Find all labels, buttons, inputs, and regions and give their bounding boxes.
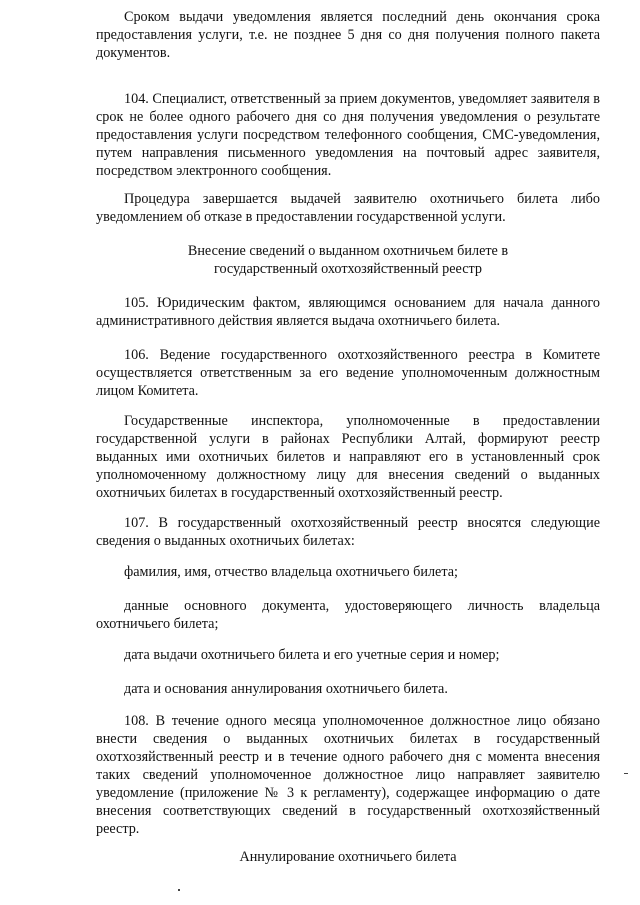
paragraph-text: дата и основания аннулирования охотничьего билета.	[124, 681, 448, 697]
paragraph-text: дата выдачи охотничьего билета и его учетные серия и номер;	[124, 647, 500, 663]
list-item	[96, 646, 600, 664]
paragraph-108	[96, 712, 600, 838]
paragraph	[96, 412, 600, 502]
paragraph-text: 104. Специалист, ответственный за прием документов, уведомляет заявителя в срок не более одного рабочего дня со дня получения уведомления о результате предоставления услуги посредством телефонного сообщения, СМС-уведомления, путем направления письменного уведомления на почтовый адрес заявителя, посредством электронного сообщения.	[96, 91, 600, 179]
paragraph-104	[96, 90, 600, 180]
paragraph-text: 107. В государственный охотхозяйственный реестр вносятся следующие сведения о выданных охотничьих билетах:	[96, 515, 600, 549]
paragraph-105	[96, 294, 600, 330]
list-item	[96, 597, 600, 633]
paragraph-text: Государственные инспектора, уполномоченные в предоставлении государственной услуги в районах Республики Алтай, формируют реестр выданных ими охотничьих билетов и направляют его в установленный срок уполномоченному должностному лицу для внесения сведений о выданных охотничьих билетах в государственный охотхозяйственный реестр.	[96, 413, 600, 501]
scan-speck	[178, 889, 180, 891]
paragraph-107	[96, 514, 600, 550]
scan-speck	[624, 773, 628, 774]
paragraph-text: данные основного документа, удостоверяющего личность владельца охотничьего билета;	[96, 598, 600, 632]
paragraph	[96, 8, 600, 62]
paragraph-text: 106. Ведение государственного охотхозяйственного реестра в Комитете осуществляется ответственным за его ведение уполномоченным должностным лицом Комитета.	[96, 347, 600, 399]
list-item	[96, 680, 600, 698]
section-heading-line: государственный охотхозяйственный реестр	[214, 261, 482, 277]
paragraph-text: Процедура завершается выдачей заявителю охотничьего билета либо уведомлением об отказе в предоставлении государственной услуги.	[96, 191, 600, 225]
paragraph-text: 105. Юридическим фактом, являющимся основанием для начала данного административного действия является выдача охотничьего билета.	[96, 295, 600, 329]
section-heading	[96, 242, 600, 278]
section-heading-line: Внесение сведений о выданном охотничьем билете в	[187, 243, 509, 259]
paragraph-text: 108. В течение одного месяца уполномоченное должностное лицо обязано внести сведения о выданных охотничьих билетах в государственный охотхозяйственный реестр и в течение одного рабочего дня с момента внесения таких сведений уполномоченное должностное лицо направляет заявителю уведомление (приложение № 3 к регламенту), содержащее информацию о дате внесения соответствующих сведений в государственный охотхозяйственный реестр.	[96, 713, 600, 837]
paragraph	[96, 190, 600, 226]
paragraph-text: фамилия, имя, отчество владельца охотничьего билета;	[124, 564, 458, 580]
paragraph-text: Сроком выдачи уведомления является последний день окончания срока предоставления услуги, т.е. не позднее 5 дня со дня получения полного пакета документов.	[96, 9, 600, 61]
section-heading	[96, 848, 600, 866]
section-heading-line: Аннулирование охотничьего билета	[239, 849, 457, 865]
list-item	[96, 563, 600, 581]
paragraph-106	[96, 346, 600, 400]
